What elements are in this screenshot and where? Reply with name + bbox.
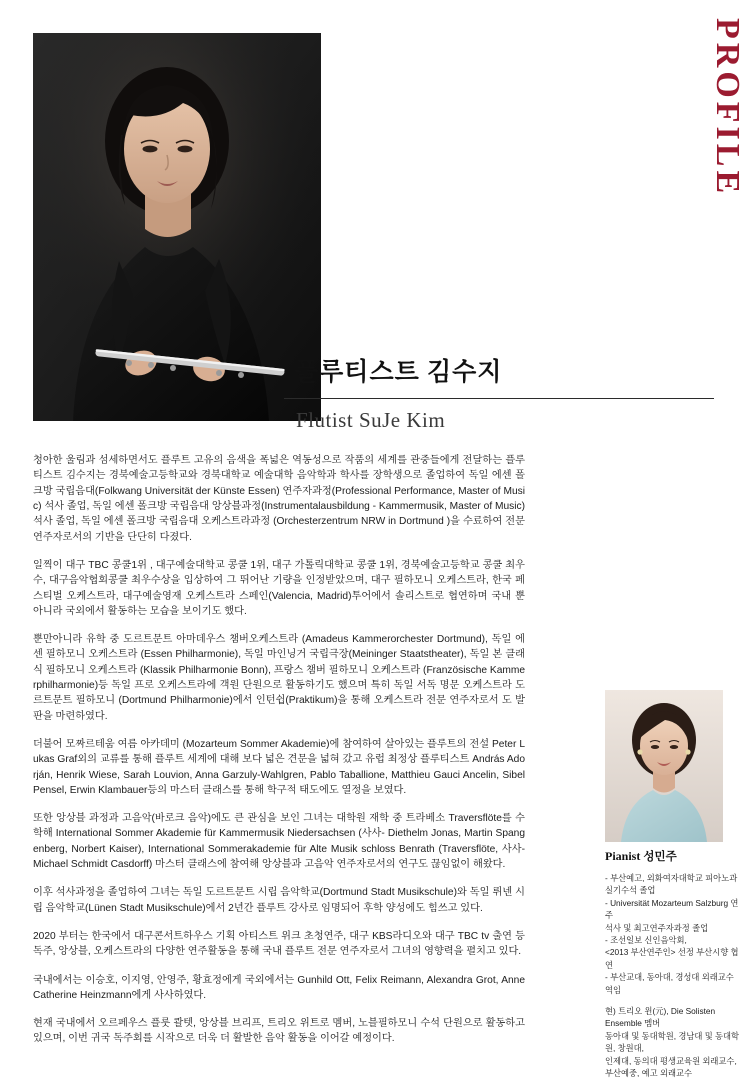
pianist-name-korean: 성민주 — [643, 851, 677, 863]
title-divider — [284, 398, 714, 399]
portrait-illustration — [33, 33, 321, 421]
credit-item: 현) 트리오 윈(元), Die Solisten Ensemble 멤버 — [605, 1006, 716, 1029]
biography-text — [33, 443, 525, 1060]
bio-paragraph: 이후 석사과정을 졸업하여 그녀는 독일 도르트문트 시립 음악학교(Dortmund Stadt Musikschule)와 독일 뤼넨 시립 음악학교(Lünen Stadt Musikschule)에서 2년간 플루트 강사로 임명되어 후학 양성에도 힘쓰고 있다. — [33, 887, 525, 914]
bio-paragraph: 현재 국내에서 오르페우스 플룻 콸텟, 앙상블 브리프, 트리오 위트로 멤버, 노블필하모니 수석 단원으로 활동하고 있으며, 이번 귀국 독주회를 시작으로 더욱 더 활발한 음악 활동을 이어갈 예정이다. — [33, 1018, 525, 1045]
credit-item: - 부산교대, 동아대, 경성대 외래교수 역임 — [605, 972, 734, 995]
credit-item: <2013 부산연주인> 선정 부산시향 협연 — [605, 947, 739, 970]
title-korean: 플루티스트 김수지 — [294, 359, 503, 386]
pianist-portrait-photo — [605, 690, 723, 842]
credit-item: 동아대 및 동대학원, 경남대 및 동대학원, 창원대, — [605, 1030, 740, 1054]
pianist-illustration — [605, 690, 723, 842]
credit-item: 석사 및 최고연주자과정 졸업 — [605, 922, 709, 933]
credits-spacer — [605, 996, 741, 1005]
bio-paragraph: 청아한 울림과 섬세하면서도 플루트 고유의 음색을 폭넓은 역동성으로 작품의 세계를 관중들에게 전달하는 플루티스트 김수지는 경북예술고등학교와 경북대학교 예술대학 음악학과 학사를 장학생으로 졸업하여 독일 에센 폴크방 국립음대(Folkwang Universität der Künste Essen) 연주자과정(Professional Performance, Master of Music) 석사 졸업, 독일 에센 폴크방 국립음대 앙상블과정(Instrumentalausbildung - Kammermusik, Master of Music) 석사 졸업, 독일 에센 폴크방 국립음대 오케스트라과정 (Orchesterzentrum NRW in Dortmund )을 수료하여 전문 연주자로서의 기반을 단단히 다졌다. — [33, 455, 525, 543]
credit-item: - 부산예고, 외화여자대학교 피아노과 실기수석 졸업 — [605, 873, 738, 896]
title-english: Flutist SuJe Kim — [296, 408, 446, 432]
bio-paragraph: 또한 앙상블 과정과 고음악(바로크 음악)에도 큰 관심을 보인 그녀는 대학원 재학 중 트라베소 Traversflöte를 수학해 International Sommer Akademie für Kammermusik Niedersachsen (사사- Diethelm Jonas, Martin Spangenberg, Norbert Kaiser), International Sommerakademie für Alte Musik schloss Benrath (Traversflöte, 사사- Michael Schmidt Casdorff) 마스터 클래스에 참여해 앙상블과 고음악 연주자로서의 연구도 끊임없이 해왔다. — [33, 813, 525, 871]
credit-item: - Universität Mozarteum Salzburg 연주 — [605, 897, 739, 921]
flutist-portrait-photo — [33, 33, 321, 421]
bio-paragraph: 뿐만아니라 유학 중 도르트문트 아마데우스 챔버오케스트라 (Amadeus Kammerorchester Dortmund), 독일 에센 필하모니 오케스트라 (Essen Philharmonie), 독일 마인닝거 국립극장(Meininger Staatstheater), 독일 본 클래식 필하모니 오케스트라 (Klassik Philharmonie Bonn), 프랑스 챔버 필하모니 오케스트라 (Französische Kammerphilharmonie)등 독일 프로 오케스트라에 객원 단원으로 활동하기도 했으며 특히 독일 서독 명문 오케스트라 도르트문트 필하모니 (Dortmund Philharmonie)에서 인턴쉽(Praktikum)을 통해 오케스트라 전문 연주자로서 도 발판을 마련하였다. — [33, 634, 525, 722]
bio-paragraph: 2020 부터는 한국에서 대구콘서트하우스 기획 아티스트 위크 초청연주, 대구 KBS라디오와 대구 TBC tv 출연 등 독주, 앙상블, 오케스트라의 다양한 연주활동을 통해 국내 플루트 전문 연주자로서 그녀의 영향력을 펼치고 있다. — [33, 930, 525, 958]
bio-paragraph: 국내에서는 이승호, 이지영, 안영주, 황효정에게 국외에서는 Gunhild Ott, Felix Reimann, Alexandra Grot, Anne Catherine Heinzmann에게 사사하였다. — [33, 974, 525, 1001]
bio-paragraph: 일찍이 대구 TBC 콩쿨1위 , 대구예술대학교 콩쿨 1위, 대구 가톨릭대학교 콩쿨 1위, 경북예술고등학교 콩쿨 최우수, 대구음악협회콩쿨 최우수상을 입상하여 그 뛰어난 기량을 인정받았으며, 대구 필하모니 오케스트라, 한국 페스티벌 오케스트라, 대구예술영재 오케스트라 스페인(Valencia, Madrid)투어에서 솔리스트로 협연하며 국내 뿐 아니라 국외에서 활동하는 모습을 보이기도 했다. — [33, 559, 525, 617]
credit-item: 부산예중, 예고 외래교수 — [605, 1068, 693, 1079]
credit-item: 인제대, 동의대 평생교육원 외래교수, — [605, 1055, 737, 1066]
pianist-name — [605, 848, 735, 864]
pianist-credits — [605, 872, 741, 1080]
title-block — [284, 352, 684, 433]
page-title: PROFILE — [709, 18, 746, 198]
bio-paragraph: 더불어 모짜르테움 여름 아카데미 (Mozarteum Sommer Akademie)에 참여하여 살아있는 플루트의 전설 Peter Lukas Graf외의 교류를 통해 플루트 세계에 대해 보다 넓은 견문을 넓혀 갔고 유럽 최정상 플루티스트 András Adorján, Henrik Wiese, Sarah Louvion, Anna Garzuly-Wahlgren, Pablo Taballione, Matthieu Gauci Ancelin, Sibel Pensel, Erwin Klambauer등의 마스터 클래스를 통해 학구적 태도에도 열정을 보였다. — [33, 738, 525, 796]
credit-item: - 조선일보 신인음악회, — [605, 935, 687, 946]
pianist-role: Pianist — [605, 849, 641, 863]
